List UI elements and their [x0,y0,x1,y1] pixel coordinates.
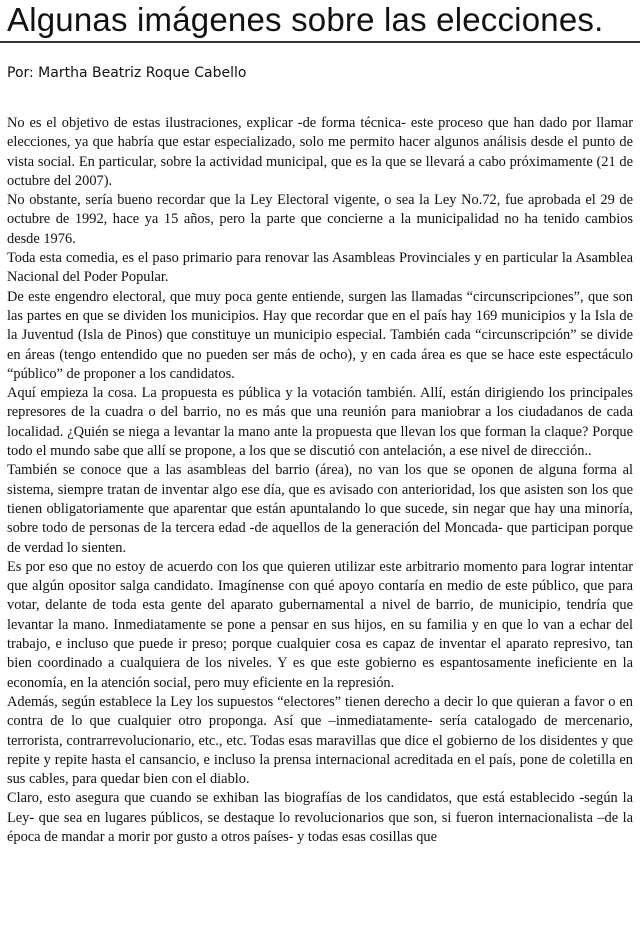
paragraph: De este engendro electoral, que muy poca gente entiende, surgen las llamadas “circunscripciones”, que son las partes en que se dividen los municipios. Hay que recordar que en el país hay 169 municipios y la Isla de la Juventud (Isla de Pinos) que constituye un municipio especial. También cada “circunscripción” se divide en áreas (tengo entendido que no pueden ser más de ocho), y en cada área es que se hace este espectáculo “público” de proponer a los candidatos. [7,288,633,382]
author-byline: Por: Martha Beatriz Roque Cabello [7,65,247,81]
paragraph: Es por eso que no estoy de acuerdo con los que quieren utilizar este arbitrario momento para lograr intentar que algún opositor salga candidato. Imagínense con qué apoyo contaría en medio de este público, que para votar, delante de toda esta gente del aparato gubernamental a nivel de barrio, de municipio, tendría que levantar la mano. Inmediatamente se pone a pensar en sus hijos, en su familia y en que lo van a echar del trabajo, e incluso que puede ir preso; porque cualquier cosa es capaz de inventar el aparato represivo, tan bien coordinado a cualquiera de los niveles. Y es que este gobierno es espantosamente ineficiente en la economía, en la atención social, pero muy eficiente en la represión. [7,558,633,691]
paragraph: Aquí empieza la cosa. La propuesta es pública y la votación también. Allí, están dirigiendo los principales represores de la cuadra o del barrio, no es más que una reunión para maniobrar a los ciudadanos de cada localidad. ¿Quién se niega a levantar la mano ante la propuesta que llevan los que forman la claque? Porque todo el mundo sabe que allí se propone, a los que se discutió con antelación, a ese nivel de dirección.. [7,385,633,460]
paragraph: Toda esta comedia, es el paso primario para renovar las Asambleas Provinciales y en particular la Asamblea Nacional del Poder Popular. [7,250,633,286]
paragraph: Además, según establece la Ley los supuestos “electores” tienen derecho a decir lo que quieran a favor o en contra de lo que cualquier otro proponga. Así que –inmediatamente- sería catalogado de mercenario, terrorista, contrarrevolucionario, etc., etc. Todas esas maravillas que dice el gobierno de los disidentes y que repite y repite hasta el cansancio, e incluso la prensa internacional acreditada en el país, pone de coletilla en sus cables, para quedar bien con el diablo. [7,693,633,788]
paragraph: No es el objetivo de estas ilustraciones, explicar -de forma técnica- este proceso que han dado por llamar elecciones, ya que habría que estar especializado, solo me permito hacer algunos análisis desde el punto de vista social. En particular, sobre la actividad municipal, que es la que se llevará a cabo próximamente (21 de octubre del 2007). [7,115,633,189]
article-body [7,114,633,847]
paragraph: No obstante, sería bueno recordar que la Ley Electoral vigente, o sea la Ley No.72, fue aprobada el 29 de octubre de 1992, hace ya 15 años, pero la parte que concierne a la municipalidad no ha tenido cambios desde 1976. [7,192,633,247]
title-underline [0,41,640,43]
paragraph: Claro, esto asegura que cuando se exhiban las biografías de los candidatos, que está establecido -según la Ley- que sea en lugares públicos, se destaque lo revolucionarios que son, si fueron internacionalista –de la época de mandar a morir por gusto a otros países- y todas esas cosillas que [7,790,633,845]
document-title: Algunas imágenes sobre las elecciones. [7,1,604,38]
paragraph: También se conoce que a las asambleas del barrio (área), no van los que se oponen de alguna forma al sistema, siempre tratan de inventar algo ese día, que es avisado con anterioridad, los que asisten son los que tienen obligatoriamente que aparentar que están apuntalando lo que sucede, sin negar que hay una minoría, sobre todo de personas de la tercera edad -de aquellos de la generación del Moncada- que participan porque de verdad lo sienten. [7,462,633,556]
